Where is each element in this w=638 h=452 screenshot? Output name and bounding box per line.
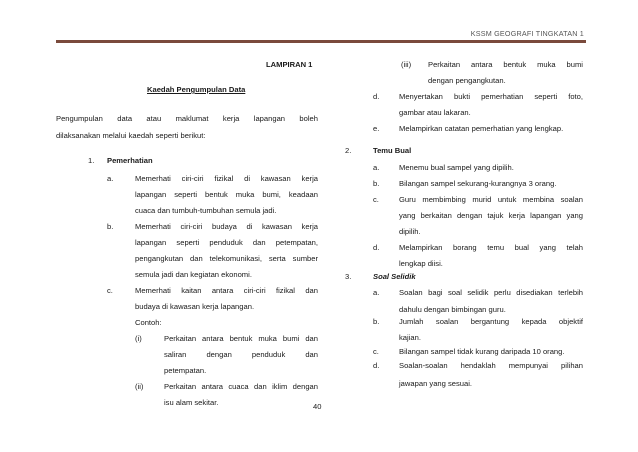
example-roman: (ii) [135,382,144,391]
item-letter: a. [373,288,380,297]
contoh-label: Contoh: [135,318,162,327]
item-line: lapangan seperti bentuk muka bumi, keadaan [135,190,318,199]
item-line: lengkap diisi. [399,259,443,268]
example-roman: (iii) [401,60,412,69]
item-line: yang berkaitan dengan tajuk kerja lapangan yang [399,211,583,220]
page-number: 40 [313,402,322,411]
example-roman: (i) [135,334,142,343]
item-line: kajian. [399,333,421,342]
item-line: Bilangan sampel sekurang-kurangnya 3 orang. [399,179,557,188]
item-letter: a. [373,163,380,172]
lampiran-label: LAMPIRAN 1 [266,60,313,69]
section-heading: Kaedah Pengumpulan Data [147,85,246,94]
item-letter: d. [373,361,380,370]
section-2-number: 2. [345,146,352,155]
item-line: gambar atau lakaran. [399,108,471,117]
intro-line-2: dilaksanakan melalui kaedah seperti berikut: [56,131,206,140]
intro-line-1: Pengumpulan data atau maklumat kerja lapangan boleh [56,114,318,123]
item-line: Memerhati kaitan antara ciri-ciri fizikal dan [135,286,318,295]
item-letter: a. [107,174,114,183]
item-line: Soalan bagi soal selidik perlu disediakan terlebih [399,288,583,297]
item-line: Melampirkan borang temu bual yang telah [399,243,583,252]
item-line: Melampirkan catatan pemerhatian yang lengkap. [399,124,564,133]
example-line: saliran dengan penduduk dan [164,350,318,359]
section-1-title: Pemerhatian [107,156,153,165]
example-line: Perkaitan antara bentuk muka bumi [428,60,583,69]
section-1-number: 1. [88,156,95,165]
item-letter: b. [107,222,114,231]
item-letter: c. [373,347,379,356]
item-line: Menyertakan bukti pemerhatian seperti foto, [399,92,583,101]
item-letter: b. [373,317,380,326]
item-letter: e. [373,124,380,133]
example-line: petempatan. [164,366,207,375]
item-line: dahulu dengan bimbingan guru. [399,305,506,314]
item-line: jawapan yang sesuai. [399,379,473,388]
item-letter: d. [373,243,380,252]
item-line: Bilangan sampel tidak kurang daripada 10 orang. [399,347,565,356]
example-line: isu alam sekitar. [164,398,219,407]
header-rule [56,40,586,43]
example-line: Perkaitan antara cuaca dan iklim dengan [164,382,318,391]
item-line: Memerhati ciri-ciri budaya di kawasan kerja [135,222,318,231]
section-3-number: 3. [345,272,352,281]
item-line: lapangan seperti penduduk dan petempatan, [135,238,318,247]
item-line: Menemu bual sampel yang dipilih. [399,163,514,172]
item-line: Guru membimbing murid untuk membina soalan [399,195,583,204]
item-letter: b. [373,179,380,188]
item-line: budaya di kawasan kerja lapangan. [135,302,255,311]
item-line: dipilih. [399,227,421,236]
item-letter: c. [373,195,379,204]
item-line: semula jadi dan kegiatan ekonomi. [135,270,252,279]
section-3-title: Soal Selidik [373,272,416,281]
item-letter: d. [373,92,380,101]
item-line: pengangkutan dan telekomunikasi, serta sumber [135,254,318,263]
item-letter: c. [107,286,113,295]
item-line: Soalan-soalan hendaklah mempunyai pilihan [399,361,583,370]
section-2-title: Temu Bual [373,146,412,155]
example-line: dengan pengangkutan. [428,76,506,85]
header-title: KSSM GEOGRAFI TINGKATAN 1 [470,29,584,38]
item-line: Jumlah soalan bergantung kepada objektif [399,317,583,326]
example-line: Perkaitan antara bentuk muka bumi dan [164,334,318,343]
item-line: Memerhati ciri-ciri fizikal di kawasan kerja [135,174,318,183]
item-line: cuaca dan tumbuh-tumbuhan semula jadi. [135,206,277,215]
